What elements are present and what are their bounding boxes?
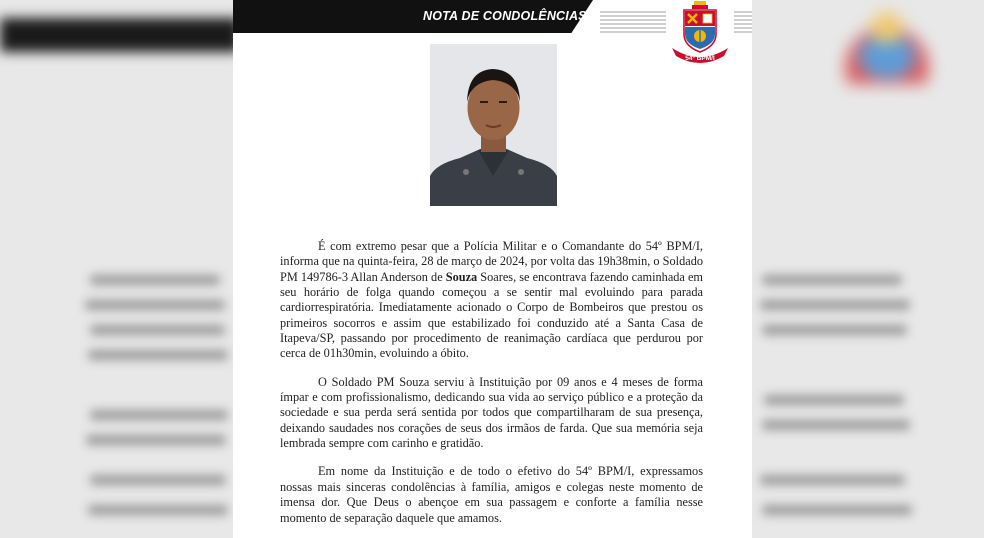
blurred-text-line (764, 395, 904, 405)
soldier-photo (430, 44, 557, 206)
header-stripes (734, 9, 752, 33)
blurred-background-right (752, 0, 984, 538)
blurred-text-line (90, 475, 226, 485)
condolence-note-page (233, 0, 752, 538)
header-stripes (600, 9, 666, 33)
blurred-text-line (762, 505, 912, 515)
surname-bold: Souza (445, 269, 478, 284)
blurred-text-line (88, 505, 228, 515)
blurred-header-bar (0, 18, 233, 52)
page-title: NOTA DE CONDOLÊNCIAS (423, 9, 587, 23)
blurred-text-line (90, 325, 225, 335)
blurred-text-line (762, 275, 902, 285)
blurred-emblem (822, 4, 952, 84)
blurred-text-line (85, 300, 225, 310)
emblem-label: 54º BPM/I (685, 55, 715, 62)
blurred-text-line (88, 350, 228, 360)
paragraph-condolences: Em nome da Instituição e de todo o efetivo do 54º BPM/I, expressamos nossas mais sinceras condolências à família, amigos e colegas neste momento de imensa dor. Que Deus o abençoe em sua passagem e conforte a família nesse momento de separação daquele que amamos. (280, 464, 703, 525)
paragraph-incident: É com extremo pesar que a Polícia Militar e o Comandante do 54º BPM/I, informa que na quinta-feira, 28 de março de 2024, por volta das 19h38min, o Soldado PM 149786-3 Allan Anderson de Souza Soares, se encontrava fazendo caminhada em seu horário de folga quando começou a se sentir mal evoluindo para parada cardiorrespiratória. Imediatamente acionado o Corpo de Bombeiros que prestou os primeiros socorros e assim que estabilizado foi conduzido até a Santa Casa de Itapeva/SP, passando por procedimento de reanimação cardíaca que perdurou por cerca de 01h30min, evoluindo a óbito. (280, 239, 703, 361)
note-body (280, 239, 703, 538)
blurred-background-left (0, 0, 233, 538)
blurred-text-line (760, 475, 905, 485)
blurred-text-line (760, 300, 910, 310)
paragraph-service: O Soldado PM Souza serviu à Instituição por 09 anos e 4 meses de forma ímpar e com profissionalismo, dedicando sua vida ao serviço público e a proteção da sociedade e sua perda será sentida por todos que compartilharam de sua presença, deixando saudades nos corações de seus dos irmãos de farda. Que sua memória seja lembrada sempre com carinho e gratidão. (280, 374, 703, 451)
blurred-text-line (762, 325, 907, 335)
blurred-text-line (86, 435, 226, 445)
blurred-text-line (90, 275, 220, 285)
battalion-emblem (664, 0, 736, 66)
blurred-text-line (90, 410, 228, 420)
blurred-text-line (762, 420, 910, 430)
